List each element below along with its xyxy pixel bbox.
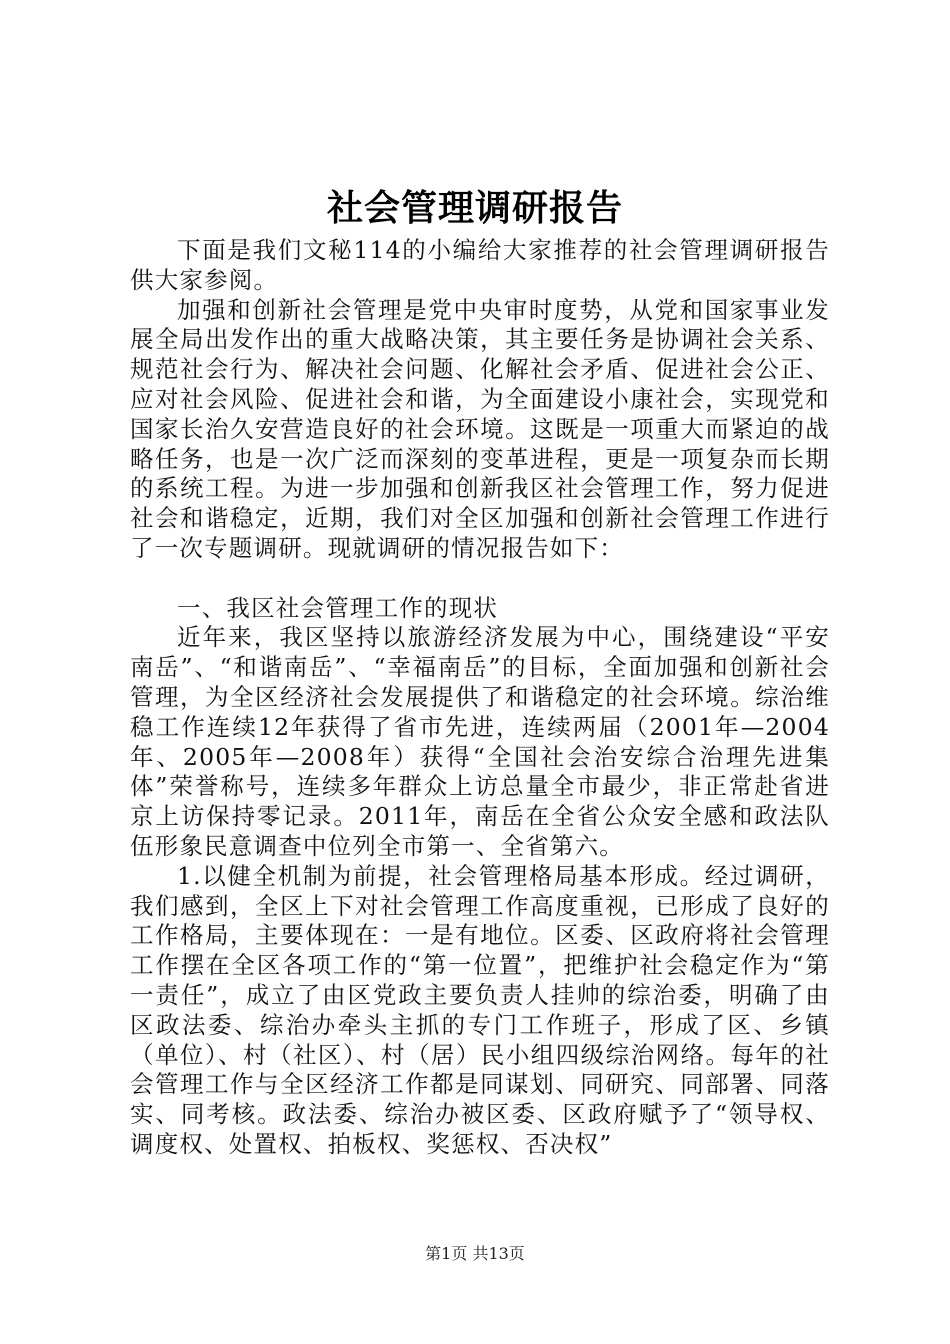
paragraph-background: 加强和创新社会管理是党中央审时度势，从党和国家事业发展全局出发作出的重大战略决策，其主要任务是协调社会关系、规范社会行为、解决社会问题、化解社会矛盾、促进社会公正、应对社会风险、促进社会和谐，为全面建设小康社会，实现党和国家长治久安营造良好的社会环境。这既是一项重大而紧迫的战略任务，也是一次广泛而深刻的变革进程，更是一项复杂而长期的系统工程。为进一步加强和创新我区社会管理工作，努力促进社会和谐稳定，近期，我们对全区加强和创新社会管理工作进行了一次专题调研。现就调研的情况报告如下： [130, 295, 830, 562]
page-number-footer: 第1页 共13页 [425, 1244, 525, 1263]
paragraph-status: 近年来，我区坚持以旅游经济发展为中心，围绕建设“平安南岳”、“和谐南岳”、“幸福南岳”的目标，全面加强和创新社会管理，为全区经济社会发展提供了和谐稳定的社会环境。综治维稳工作连续12年获得了省市先进，连续两届（2001年—2004年、2005年—2008年）获得“全国社会治安综合治理先进集体”荣誉称号，连续多年群众上访总量全市最少，非正常赴省进京上访保持零记录。2011年，南岳在全省公众安全感和政法队伍形象民意调查中位列全市第一、全省第六。 [130, 623, 830, 860]
document-body [130, 236, 830, 1160]
section-heading: 一、我区社会管理工作的现状 [177, 593, 499, 622]
document-title: 社会管理调研报告 [326, 187, 623, 229]
paragraph-mechanism: 1.以健全机制为前提，社会管理格局基本形成。经过调研，我们感到，全区上下对社会管理工作高度重视，已形成了良好的工作格局，主要体现在：一是有地位。区委、区政府将社会管理工作摆在全区各项工作的“第一位置”，把维护社会稳定作为“第一责任”，成立了由区党政主要负责人挂帅的综治委，明确了由区政法委、综治办牵头主抓的专门工作班子，形成了区、乡镇（单位）、村（社区）、村（居）民小组四级综治网络。每年的社会管理工作与全区经济工作都是同谋划、同研究、同部署、同落实、同考核。政法委、综治办被区委、区政府赋予了“领导权、调度权、处置权、拍板权、奖惩权、否决权” [130, 861, 830, 1158]
paragraph-intro: 下面是我们文秘114的小编给大家推荐的社会管理调研报告供大家参阅。 [130, 236, 830, 294]
